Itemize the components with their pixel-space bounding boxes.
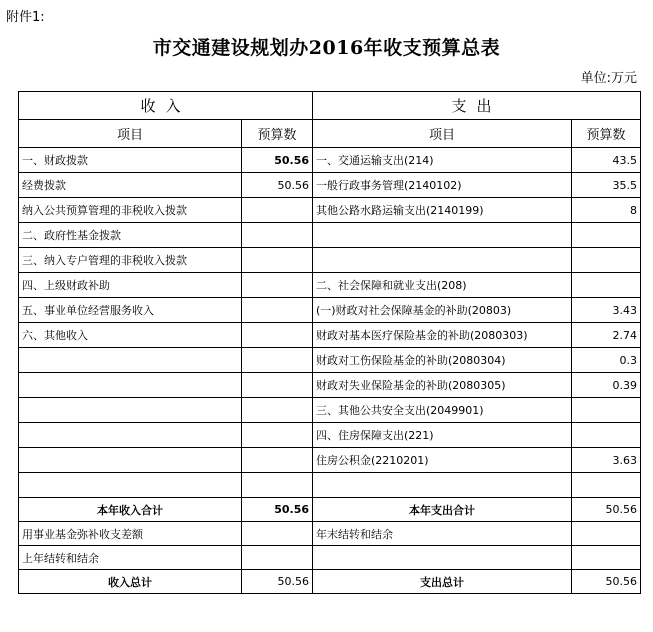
- table-row: [19, 198, 641, 223]
- income-item: [19, 348, 242, 373]
- income-item: [19, 448, 242, 473]
- income-budget-header: 预算数: [242, 120, 313, 148]
- carryover-row: [19, 522, 641, 546]
- page-title: 市交通建设规划办2016年收支预算总表: [152, 37, 501, 59]
- unit-label: 单位:万元: [580, 71, 637, 86]
- income-item: 五、事业单位经营服务收入: [19, 298, 242, 323]
- income-item: 二、政府性基金拨款: [19, 223, 242, 248]
- expense-value: 2.74: [572, 323, 641, 348]
- expense-value: 3.43: [572, 298, 641, 323]
- income-value: [242, 273, 313, 298]
- expense-value: [572, 248, 641, 273]
- expense-item: 财政对失业保险基金的补助(2080305): [313, 373, 572, 398]
- section-header-row: [19, 92, 641, 120]
- income-value: 50.56: [242, 173, 313, 198]
- table-row: [19, 248, 641, 273]
- expense-item: 二、社会保障和就业支出(208): [313, 273, 572, 298]
- income-value: [242, 448, 313, 473]
- income-value: [242, 348, 313, 373]
- expense-section-header: 支出: [313, 92, 641, 120]
- prior-year-carryover-label: 上年结转和结余: [19, 546, 242, 570]
- table-row: [19, 173, 641, 198]
- expense-item: 四、住房保障支出(221): [313, 423, 572, 448]
- expense-subtotal-value: 50.56: [572, 498, 641, 522]
- income-item: [19, 423, 242, 448]
- table-row: [19, 448, 641, 473]
- expense-item: 一般行政事务管理(2140102): [313, 173, 572, 198]
- fund-makeup-label: 用事业基金弥补收支差额: [19, 522, 242, 546]
- income-section-header: 收入: [19, 92, 313, 120]
- income-value: [242, 323, 313, 348]
- income-total-value: 50.56: [242, 570, 313, 594]
- table-row: [19, 273, 641, 298]
- expense-value: [572, 273, 641, 298]
- income-value: [242, 248, 313, 273]
- grand-total-row: [19, 570, 641, 594]
- year-end-carryover-label: 年末结转和结余: [313, 522, 572, 546]
- expense-item: 财政对工伤保险基金的补助(2080304): [313, 348, 572, 373]
- table-row: [19, 148, 641, 173]
- income-item: 六、其他收入: [19, 323, 242, 348]
- expense-item: (一)财政对社会保障基金的补助(20803): [313, 298, 572, 323]
- expense-item: [313, 248, 572, 273]
- expense-value: 0.39: [572, 373, 641, 398]
- income-total-label: 收入总计: [19, 570, 242, 594]
- subtotal-row: [19, 498, 641, 522]
- income-item: [19, 398, 242, 423]
- income-item: 一、财政拨款: [19, 148, 242, 173]
- expense-value: 8: [572, 198, 641, 223]
- expense-value: [572, 423, 641, 448]
- expense-item: 财政对基本医疗保险基金的补助(2080303): [313, 323, 572, 348]
- table-row: [19, 223, 641, 248]
- table-row: [19, 323, 641, 348]
- expense-value: 35.5: [572, 173, 641, 198]
- expense-subtotal-label: 本年支出合计: [313, 498, 572, 522]
- income-item: 纳入公共预算管理的非税收入拨款: [19, 198, 242, 223]
- income-item: 四、上级财政补助: [19, 273, 242, 298]
- expense-value: [572, 223, 641, 248]
- table-row: [19, 423, 641, 448]
- expense-item: 一、交通运输支出(214): [313, 148, 572, 173]
- expense-item-header: 项目: [313, 120, 572, 148]
- column-header-row: [19, 120, 641, 148]
- expense-item: 三、其他公共安全支出(2049901): [313, 398, 572, 423]
- attachment-label: 附件1:: [6, 10, 45, 25]
- income-item: 经费拨款: [19, 173, 242, 198]
- income-item: [19, 373, 242, 398]
- expense-value: 0.3: [572, 348, 641, 373]
- expense-value: 3.63: [572, 448, 641, 473]
- income-value: 50.56: [242, 148, 313, 173]
- income-value: [242, 398, 313, 423]
- expense-budget-header: 预算数: [572, 120, 641, 148]
- expense-total-label: 支出总计: [313, 570, 572, 594]
- income-value: [242, 373, 313, 398]
- income-value: [242, 298, 313, 323]
- budget-table: [18, 91, 641, 594]
- blank-row: [19, 473, 641, 498]
- prior-carryover-row: [19, 546, 641, 570]
- table-row: [19, 398, 641, 423]
- expense-value: [572, 398, 641, 423]
- table-row: [19, 373, 641, 398]
- income-value: [242, 198, 313, 223]
- income-value: [242, 423, 313, 448]
- income-subtotal-value: 50.56: [242, 498, 313, 522]
- income-subtotal-label: 本年收入合计: [19, 498, 242, 522]
- expense-total-value: 50.56: [572, 570, 641, 594]
- expense-value: 43.5: [572, 148, 641, 173]
- expense-item: 其他公路水路运输支出(2140199): [313, 198, 572, 223]
- expense-item: 住房公积金(2210201): [313, 448, 572, 473]
- table-row: [19, 348, 641, 373]
- income-item: 三、纳入专户管理的非税收入拨款: [19, 248, 242, 273]
- table-row: [19, 298, 641, 323]
- income-item-header: 项目: [19, 120, 242, 148]
- income-value: [242, 223, 313, 248]
- expense-item: [313, 223, 572, 248]
